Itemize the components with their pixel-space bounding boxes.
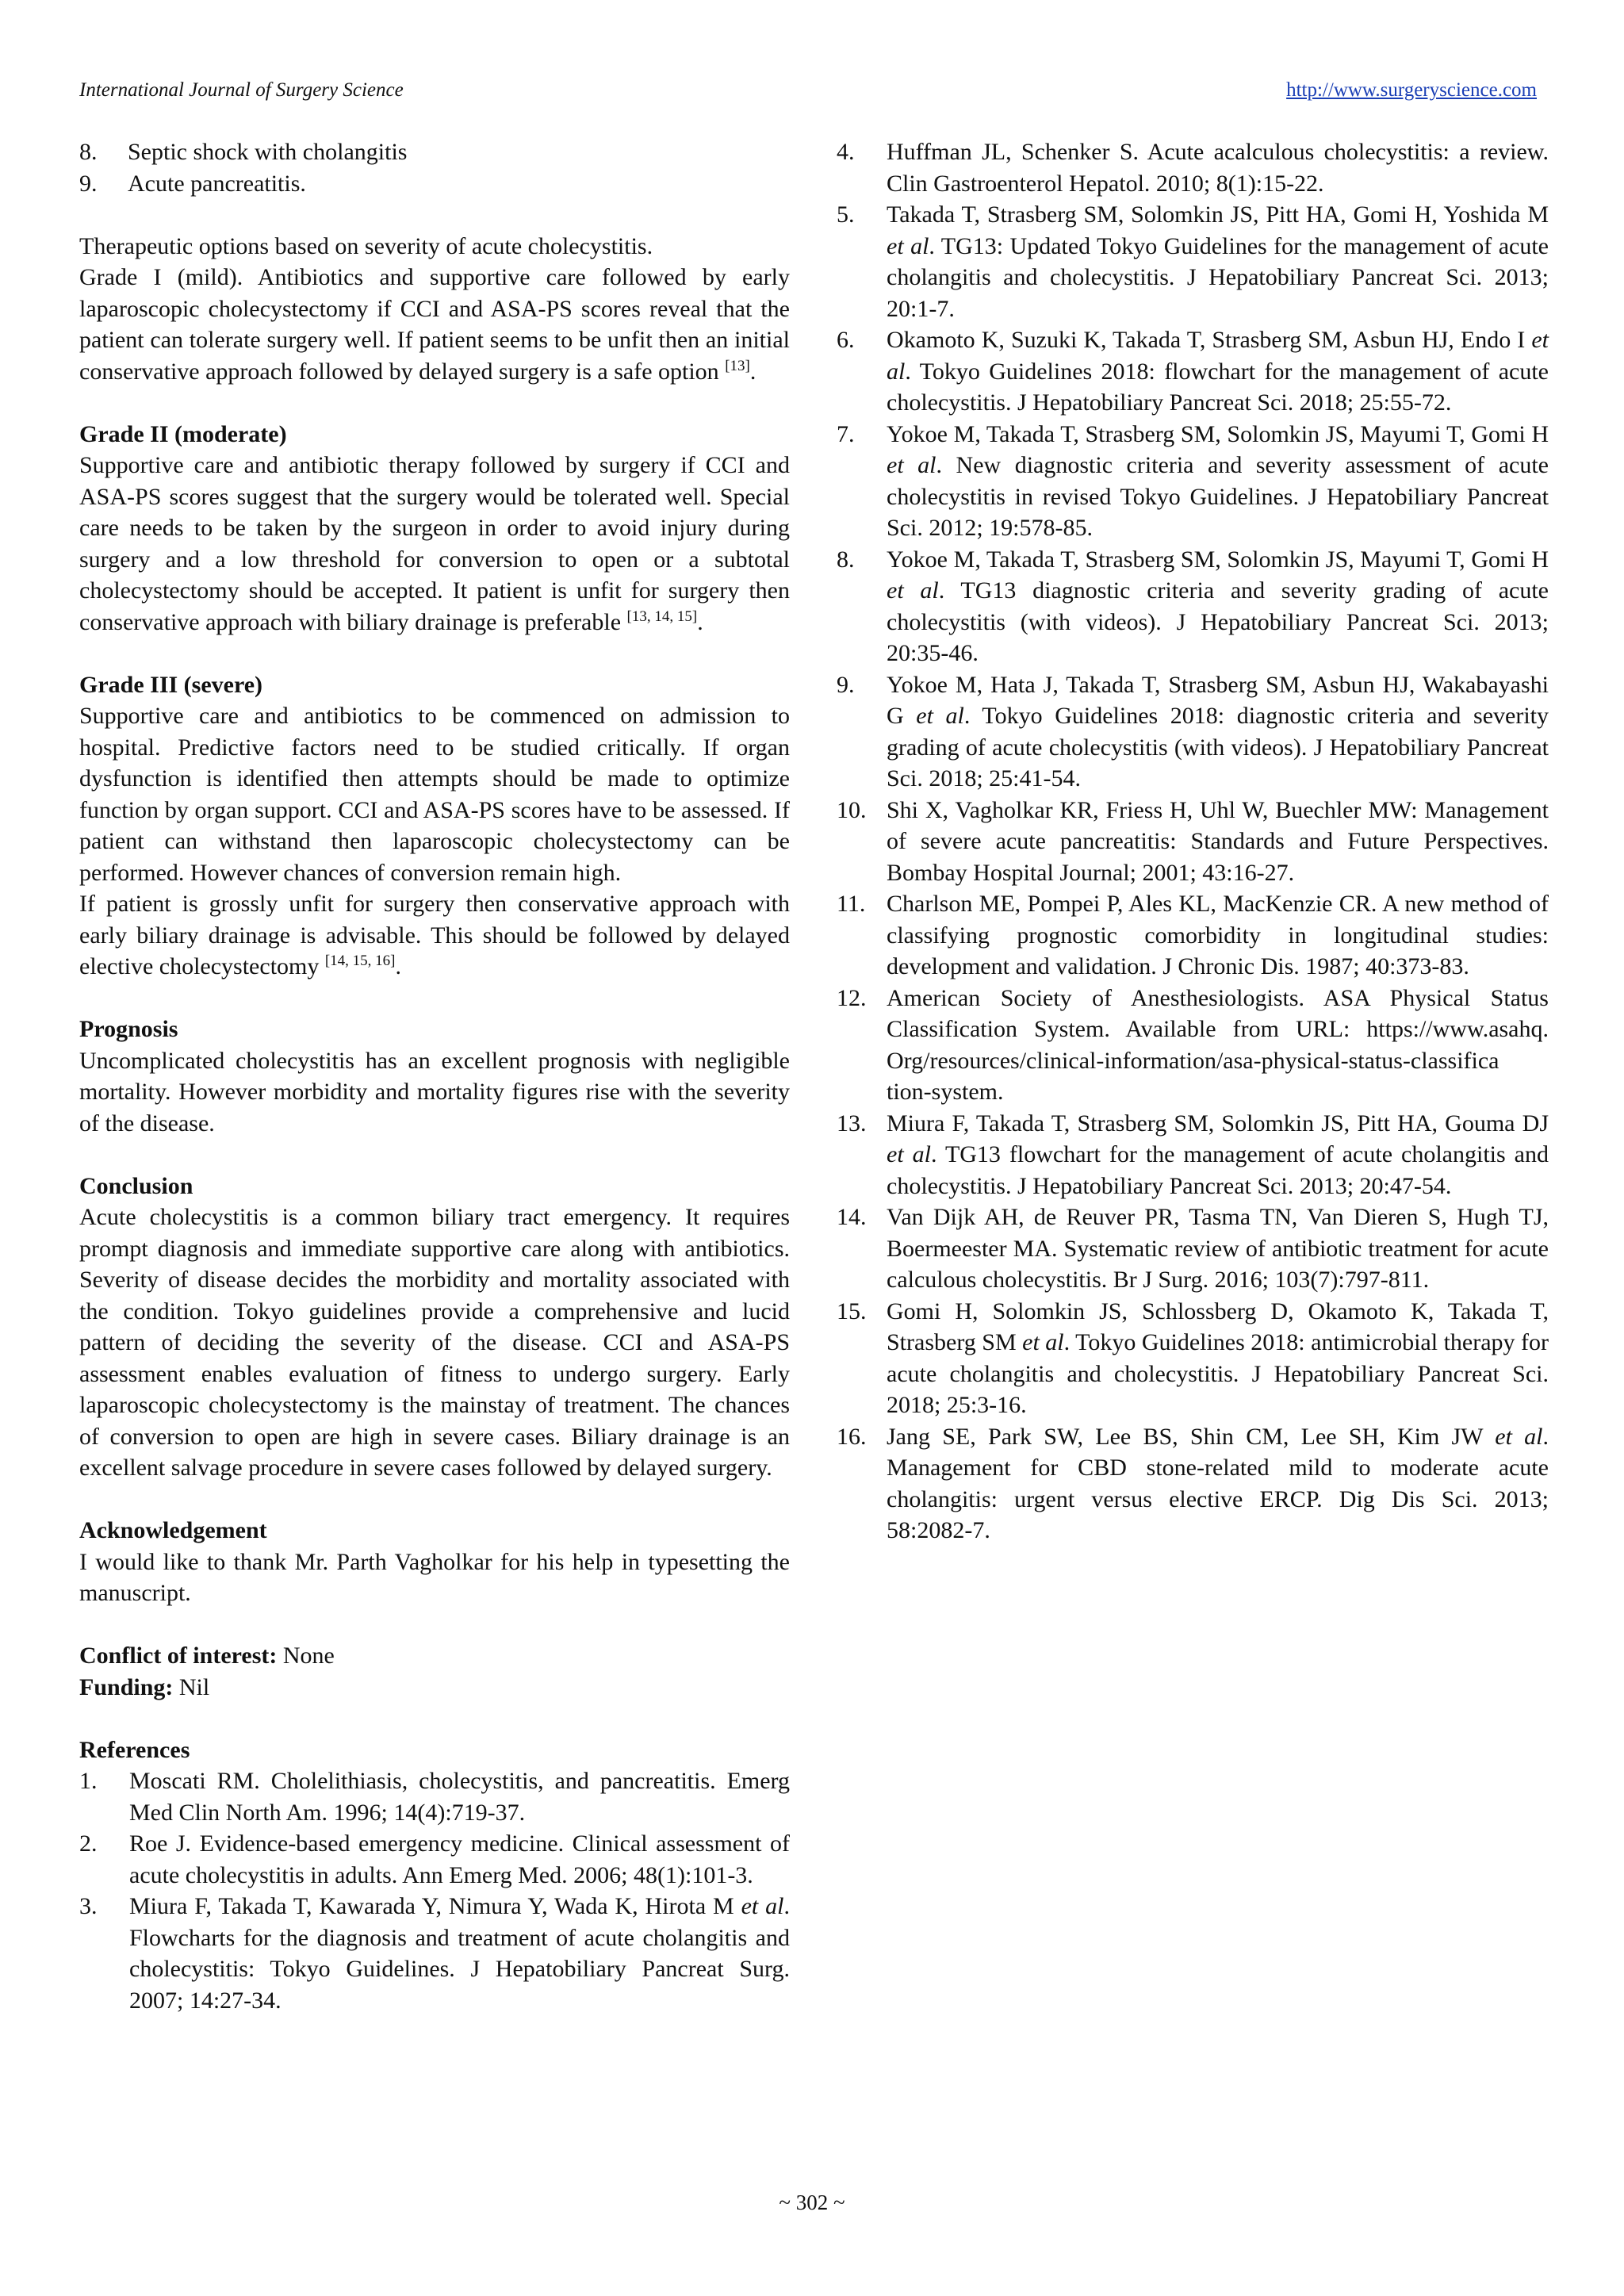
acknowledgement-heading: Acknowledgement	[79, 1517, 267, 1543]
reference-item	[837, 983, 1549, 1108]
reference-text: Gomi H, Solomkin JS, Schlossberg D, Okamoto K, Takada T, Strasberg SM	[887, 1297, 1549, 1355]
reference-number: 14.	[837, 1204, 867, 1230]
grade3-heading: Grade III (severe)	[79, 671, 263, 698]
reference-etal: et al	[1495, 1423, 1543, 1450]
reference-number: 15.	[837, 1297, 867, 1324]
grade3-paragraph-1: Supportive care and antibiotics to be commenced on admission to hospital. Predictive factors need to be studied critically. If organ dysfunction is identified then attempts should be made to optimize function by organ support. CCI and ASA-PS scores have to be assessed. If patient can withstand then laparoscopic cholecystectomy can be performed. However chances of conversion remain high.	[79, 703, 790, 886]
references-list-left	[79, 1765, 790, 2016]
reference-text-continued: . TG13 flowchart for the management of acute cholangitis and cholecystitis. J Hepatobiliary Pancreat Sci. 2013; 20:47-54.	[887, 1141, 1549, 1199]
list-item-text: Acute pancreatitis.	[128, 170, 306, 197]
reference-text-continued: . Flowcharts for the diagnosis and treatment of acute cholangitis and cholecystitis: Tokyo Guidelines. J Hepatobiliary Pancreat Surg. 2007; 14:27-34.	[129, 1893, 790, 2014]
reference-number: 12.	[837, 984, 867, 1011]
reference-number: 3.	[79, 1893, 98, 1919]
reference-text: Huffman JL, Schenker S. Acute acalculous cholecystitis: a review. Clin Gastroenterol Hepatol. 2010; 8(1):15-22.	[887, 139, 1549, 197]
list-item-number: 9.	[79, 170, 98, 197]
reference-text: Miura F, Takada T, Kawarada Y, Nimura Y, Wada K, Hirota M	[129, 1893, 741, 1919]
reference-text: Yokoe M, Takada T, Strasberg SM, Solomkin JS, Mayumi T, Gomi H	[887, 420, 1549, 447]
reference-number: 11.	[837, 891, 866, 917]
reference-item	[79, 1891, 790, 2016]
grade3-citation: [14, 15, 16]	[324, 953, 396, 969]
reference-etal: et al	[916, 703, 964, 729]
page-number: ~ 302 ~	[779, 2191, 845, 2214]
list-item-number: 8.	[79, 139, 98, 165]
reference-text: American Society of Anesthesiologists. ASA Physical Status Classification System. Available from URL: https://www.asahq. Org/resources/clinical-information/asa-physical-status-classifica tion-system.	[887, 984, 1549, 1105]
right-column	[837, 136, 1549, 1547]
reference-item	[837, 888, 1549, 983]
reference-item	[837, 199, 1549, 324]
reference-etal: et al	[887, 577, 939, 604]
reference-text-continued: . TG13: Updated Tokyo Guidelines for the management of acute cholangitis and cholecystitis. J Hepatobiliary Pancreat Sci. 2013; 20:1-7.	[887, 232, 1549, 322]
conflict-value: None	[282, 1642, 335, 1669]
reference-number: 9.	[837, 671, 855, 698]
grade1-citation: [13]	[725, 357, 750, 374]
reference-number: 4.	[837, 139, 855, 165]
reference-item	[837, 136, 1549, 199]
grade2-paragraph: Supportive care and antibiotic therapy followed by surgery if CCI and ASA-PS scores suggest that the surgery would be tolerated well. Special care needs to be taken by the surgeon in order to avoid injury during surgery and a low threshold for conversion to open or a subtotal cholecystectomy should be accepted. It patient is unfit for surgery then conservative approach with biliary drainage is preferable [13, 14, 15].	[79, 452, 790, 635]
reference-text-continued: . New diagnostic criteria and severity assessment of acute cholecystitis in revised Tokyo Guidelines. J Hepatobiliary Pancreat Sci. 2012; 19:578-85.	[887, 452, 1549, 541]
reference-text-continued: . Tokyo Guidelines 2018: antimicrobial therapy for acute cholangitis and cholecystitis. J Hepatobiliary Pancreat Sci. 2018; 25:3-16.	[887, 1329, 1549, 1418]
reference-item	[837, 795, 1549, 889]
reference-number: 5.	[837, 201, 855, 228]
reference-text: Van Dijk AH, de Reuver PR, Tasma TN, Van Dieren S, Hugh TJ, Boermeester MA. Systematic review of antibiotic treatment for acute calculous cholecystitis. Br J Surg. 2016; 103(7):797-811.	[887, 1204, 1549, 1293]
reference-text-continued: . TG13 diagnostic criteria and severity grading of acute cholecystitis (with videos). J Hepatobiliary Pancreat Sci. 2013; 20:35-46.	[887, 577, 1549, 666]
reference-text: Charlson ME, Pompei P, Ales KL, MacKenzie CR. A new method of classifying prognostic comorbidity in longitudinal studies: development and validation. J Chronic Dis. 1987; 40:373-83.	[887, 891, 1549, 979]
list-item	[79, 136, 790, 168]
reference-item	[837, 1421, 1549, 1547]
conclusion-heading: Conclusion	[79, 1172, 193, 1199]
prognosis-heading: Prognosis	[79, 1016, 178, 1042]
therapeutic-intro: Therapeutic options based on severity of acute cholecystitis.	[79, 232, 653, 259]
reference-number: 13.	[837, 1110, 867, 1137]
reference-item	[837, 1202, 1549, 1296]
reference-text: Jang SE, Park SW, Lee BS, Shin CM, Lee SH, Kim JW	[887, 1423, 1496, 1450]
prognosis-paragraph: Uncomplicated cholecystitis has an excellent prognosis with negligible mortality. However morbidity and mortality figures rise with the severity of the disease.	[79, 1047, 790, 1137]
reference-number: 7.	[837, 420, 855, 447]
reference-etal: et al	[887, 327, 1549, 385]
reference-text: Okamoto K, Suzuki K, Takada T, Strasberg SM, Asbun HJ, Endo I	[887, 327, 1532, 353]
reference-text-continued: . Management for CBD stone-related mild to moderate acute cholangitis: urgent versus elective ERCP. Dig Dis Sci. 2013; 58:2082-7.	[887, 1423, 1549, 1543]
references-list-right	[837, 136, 1549, 1547]
reference-text: Moscati RM. Cholelithiasis, cholecystitis, and pancreatitis. Emerg Med Clin North Am. 1996; 14(4):719-37.	[129, 1768, 790, 1826]
reference-item	[837, 544, 1549, 669]
reference-item	[837, 1108, 1549, 1202]
journal-url-link[interactable]: http://www.surgeryscience.com	[1286, 79, 1537, 101]
list-item	[79, 168, 790, 200]
list-item-text: Septic shock with cholangitis	[128, 139, 408, 165]
reference-etal: et al	[887, 1141, 931, 1167]
reference-etal: et al	[887, 232, 929, 259]
acknowledgement-paragraph: I would like to thank Mr. Parth Vagholkar for his help in typesetting the manuscript.	[79, 1548, 790, 1606]
conflict-label: Conflict of interest:	[79, 1642, 278, 1669]
grade1-paragraph: Grade I (mild). Antibiotics and supportive care followed by early laparoscopic cholecystectomy if CCI and ASA-PS scores reveal that the patient can tolerate surgery well. If patient seems to be unfit then an initial conservative approach followed by delayed surgery is a safe option [13].	[79, 264, 790, 385]
funding-label: Funding:	[79, 1673, 174, 1700]
conflict-line	[79, 1640, 790, 1672]
reference-number: 8.	[837, 546, 855, 573]
conclusion-paragraph: Acute cholecystitis is a common biliary tract emergency. It requires prompt diagnosis and immediate supportive care along with antibiotics. Severity of disease decides the morbidity and mortality associated with the condition. Tokyo guidelines provide a comprehensive and lucid pattern of deciding the severity of the disease. CCI and ASA-PS assessment enables evaluation of fitness to undergo surgery. Early laparoscopic cholecystectomy is the mainstay of treatment. The chances of conversion to open are high in severe cases. Biliary drainage is an excellent salvage procedure in severe cases followed by delayed surgery.	[79, 1204, 790, 1481]
reference-number: 10.	[837, 796, 867, 823]
reference-item	[837, 324, 1549, 419]
reference-text: Shi X, Vagholkar KR, Friess H, Uhl W, Buechler MW: Management of severe acute pancreatitis: Standards and Future Perspectives. Bombay Hospital Journal; 2001; 43:16-27.	[887, 796, 1549, 886]
grade2-citation: [13, 14, 15]	[626, 608, 698, 625]
left-column	[79, 136, 790, 2016]
reference-item	[79, 1828, 790, 1891]
reference-number: 16.	[837, 1423, 867, 1450]
reference-item	[837, 419, 1549, 544]
reference-text-continued: . Tokyo Guidelines 2018: diagnostic criteria and severity grading of acute cholecystitis (with videos). J Hepatobiliary Pancreat Sci. 2018; 25:41-54.	[887, 703, 1549, 792]
reference-text: Roe J. Evidence-based emergency medicine. Clinical assessment of acute cholecystitis in adults. Ann Emerg Med. 2006; 48(1):101-3.	[129, 1830, 790, 1888]
grade3-text-2: If patient is grossly unfit for surgery then conservative approach with early biliary drainage is advisable. This should be followed by delayed elective cholecystectomy	[79, 891, 790, 979]
journal-title: International Journal of Surgery Science	[79, 79, 404, 101]
grade3-paragraph-2: If patient is grossly unfit for surgery then conservative approach with early biliary drainage is advisable. This should be followed by delayed elective cholecystectomy [14, 15, 16].	[79, 891, 790, 979]
funding-line	[79, 1672, 790, 1704]
grade1-text: Grade I (mild). Antibiotics and supportive care followed by early laparoscopic cholecystectomy if CCI and ASA-PS scores reveal that the patient can tolerate surgery well. If patient seems to be unfit then an initial conservative approach followed by delayed surgery is a safe option	[79, 264, 790, 385]
reference-text: Miura F, Takada T, Strasberg SM, Solomkin JS, Pitt HA, Gouma DJ	[887, 1110, 1549, 1137]
reference-etal: et al	[741, 1893, 784, 1919]
reference-item	[837, 1296, 1549, 1421]
grade2-text: Supportive care and antibiotic therapy followed by surgery if CCI and ASA-PS scores suggest that the surgery would be tolerated well. Special care needs to be taken by the surgeon in order to avoid injury during surgery and a low threshold for conversion to open or a subtotal cholecystectomy should be accepted. It patient is unfit for surgery then conservative approach with biliary drainage is preferable	[79, 452, 790, 635]
reference-number: 6.	[837, 327, 855, 353]
reference-item	[79, 1765, 790, 1828]
reference-etal: et al	[887, 452, 936, 478]
reference-text: Yokoe M, Hata J, Takada T, Strasberg SM, Asbun HJ, Wakabayashi G	[887, 671, 1549, 729]
funding-value: Nil	[178, 1673, 210, 1700]
references-heading: References	[79, 1736, 190, 1763]
reference-text: Yokoe M, Takada T, Strasberg SM, Solomkin JS, Mayumi T, Gomi H	[887, 546, 1549, 573]
grade2-heading: Grade II (moderate)	[79, 420, 287, 447]
reference-etal: et al	[1022, 1329, 1064, 1355]
reference-text: Takada T, Strasberg SM, Solomkin JS, Pitt HA, Gomi H, Yoshida M	[887, 201, 1549, 228]
reference-number: 2.	[79, 1830, 98, 1857]
reference-text-continued: . Tokyo Guidelines 2018: flowchart for the management of acute cholecystitis. J Hepatobiliary Pancreat Sci. 2018; 25:55-72.	[887, 358, 1549, 416]
reference-number: 1.	[79, 1768, 98, 1794]
reference-item	[837, 669, 1549, 795]
